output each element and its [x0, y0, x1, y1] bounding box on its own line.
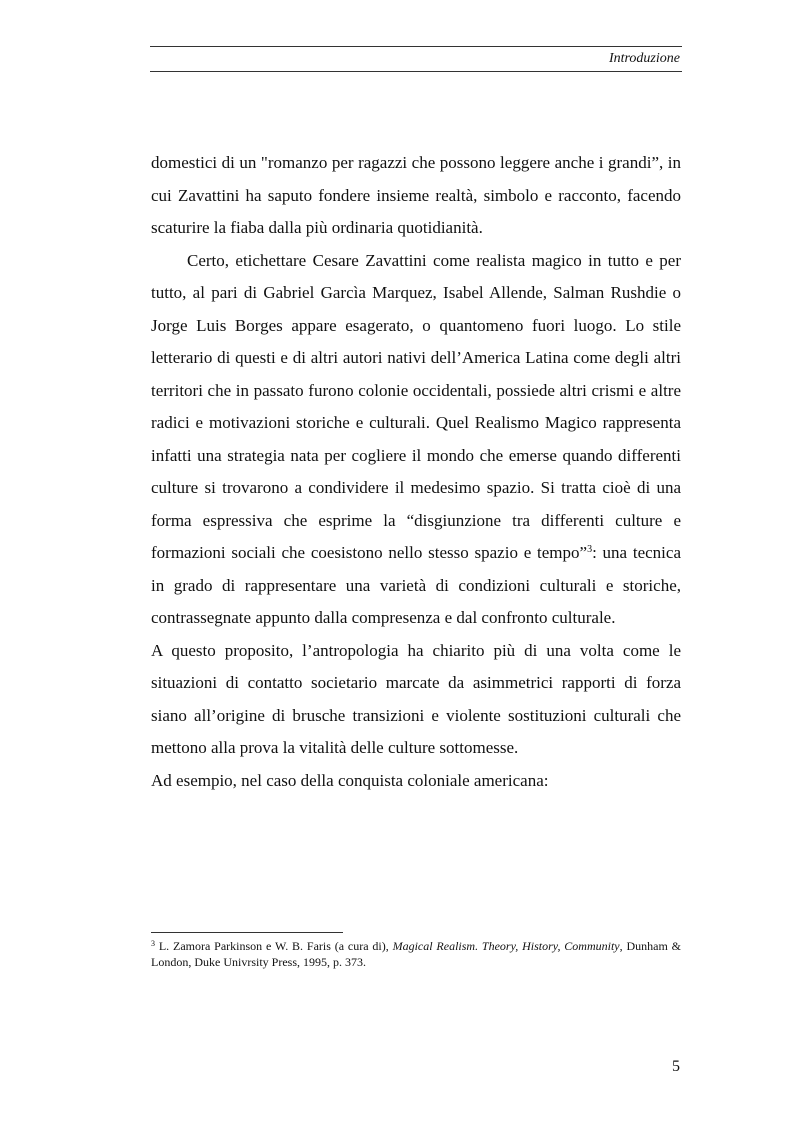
running-header [150, 46, 682, 72]
footnote-divider [151, 932, 343, 933]
page-number: 5 [672, 1058, 680, 1075]
footnote [151, 938, 681, 970]
footnote-number: 3 [151, 939, 155, 948]
header-title: Introduzione [608, 51, 680, 66]
body-text [151, 147, 681, 797]
paragraph-4: Ad esempio, nel caso della conquista coloniale americana: [151, 770, 549, 790]
footnote-publication: , Dunham & London, Duke Univrsity Press, 1995, p. 373. [151, 939, 681, 969]
paragraph-1: domestici di un "romanzo per ragazzi che possono leggere anche i grandi”, in cui Zavattini ha saputo fondere insieme realtà, simbolo e racconto, facendo scaturire la fiaba dalla più ordinaria quotidianità. [151, 153, 681, 237]
paragraph-2-text-b: : una tecnica in grado di rappresentare una varietà di condizioni culturali e storiche, contrassegnate appunto dalla compresenza e dal confronto culturale. [151, 543, 681, 627]
paragraph-2-text-a: Certo, etichettare Cesare Zavattini come realista magico in tutto e per tutto, al pari di Gabriel Garcìa Marquez, Isabel Allende, Salman Rushdie o Jorge Luis Borges appare esagerato, o quantomeno fuori luogo. Lo stile letterario di questi e di altri autori nativi dell’America Latina come degli altri territori che in passato furono colonie occidentali, possiede altri crismi e altre radici e motivazioni storiche e culturali. Quel Realismo Magico rappresenta infatti una strategia nata per cogliere il mondo che emerse quando differenti culture si trovarono a condividere il medesimo spazio. Si tratta cioè di una forma espressiva che esprime la “disgiunzione tra differenti culture e formazioni sociali che coesistono nello stesso spazio e tempo” [151, 250, 681, 562]
paragraph-2 [151, 245, 681, 635]
footnote-reference: 3 [587, 544, 593, 555]
footnote-book-title: Magical Realism. Theory, History, Community [392, 939, 620, 953]
footnote-authors: L. Zamora Parkinson e W. B. Faris (a cura di), [155, 939, 393, 953]
paragraph-3: A questo proposito, l’antropologia ha chiarito più di una volta come le situazioni di contatto societario marcate da asimmetrici rapporti di forza siano all’origine di brusche transizioni e violente sostituzioni culturali che mettono alla prova la vitalità delle culture sottomesse. [151, 640, 681, 757]
